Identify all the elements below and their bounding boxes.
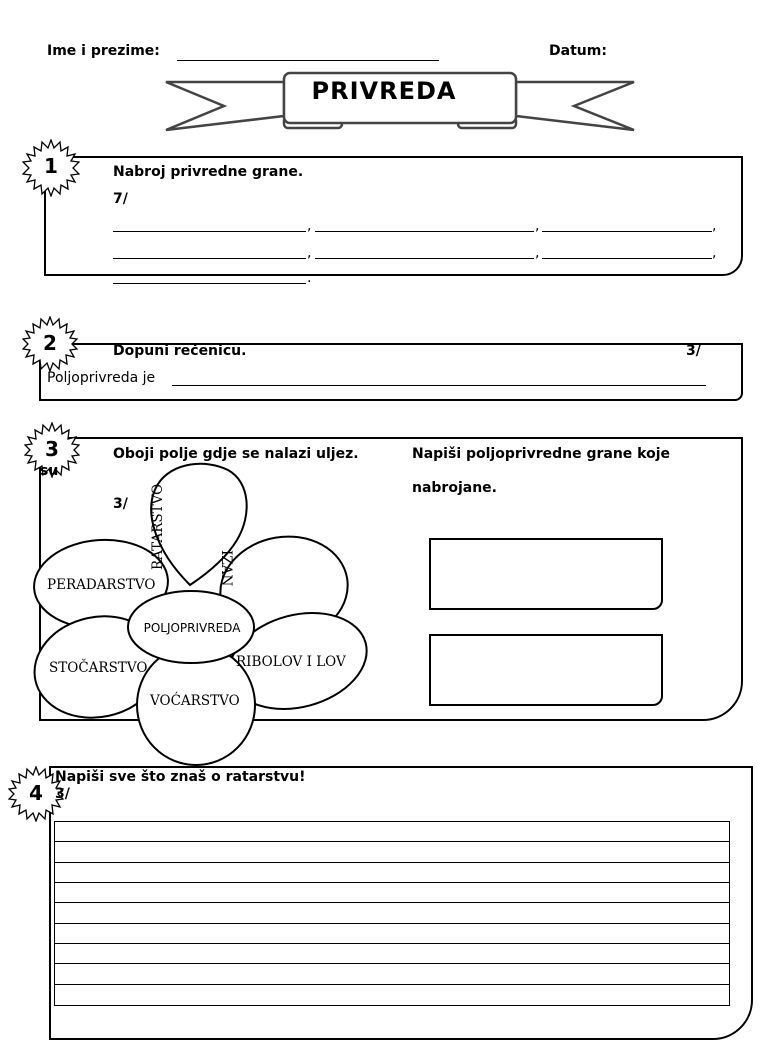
task4-number: 4 [29,781,43,805]
petal-label-izan: IZAN [218,550,234,587]
writing-line [54,943,730,944]
writing-line [54,902,730,903]
task4-instruction: Napiši sve što znaš o ratarstvu! [55,769,306,785]
task2-instruction: Dopuni rečenicu. [113,343,247,359]
answer-line[interactable] [542,245,712,259]
name-label: Ime i prezime: [47,43,160,59]
date-label: Datum: [549,43,607,59]
task3-right-instruction-2: nabrojane. [412,480,497,496]
writing-line [54,841,730,842]
separator-comma: , [535,218,540,234]
writing-line [54,862,730,863]
petal-label-ratarstvo: RATARSTVO [150,483,166,570]
separator-period: . [307,270,312,286]
task3-right-instruction-1: Napiši poljoprivredne grane koje [412,446,671,462]
name-field[interactable] [177,45,439,61]
page-title: PRIVREDA [311,77,457,105]
task1-instruction: Nabroj privredne grane. [113,164,304,180]
task2-points: 3/ [686,343,701,359]
writing-area[interactable] [54,821,730,1006]
answer-line[interactable] [113,218,306,232]
separator-comma: , [307,245,312,261]
separator-comma: , [712,245,717,261]
separator-comma: , [712,218,717,234]
task3-instruction: Oboji polje gdje se nalazi uljez. [113,446,359,462]
petal-label-peradarstvo: PERADARSTVO [47,577,156,593]
task2-sentence: Poljoprivreda je [47,370,156,386]
writing-line [54,923,730,924]
petal-label-stocarstvo: STOČARSTVO [49,660,148,676]
task4-points: 3/ [55,786,70,802]
answer-box[interactable] [429,634,663,706]
task3-points: 3/ [113,496,128,512]
task1-number: 1 [44,154,58,178]
answer-line[interactable] [113,270,306,284]
separator-comma: , [535,245,540,261]
answer-line[interactable] [315,218,534,232]
task3-overlap-text: su [40,463,59,479]
task2-answer-line[interactable] [172,372,706,386]
petal-label-ribolov-i-lov: RIBOLOV I LOV [236,654,346,670]
task2-number: 2 [43,331,57,355]
flower-center [128,591,254,663]
separator-comma: , [307,218,312,234]
answer-line[interactable] [542,218,712,232]
flower-center-label: POLJOPRIVREDA [143,621,241,635]
answer-line[interactable] [113,245,306,259]
answer-line[interactable] [315,245,534,259]
writing-line [54,963,730,964]
answer-box[interactable] [429,538,663,610]
task1-points: 7/ [113,191,128,207]
petal-label-vocarstvo: VOĆARSTVO [150,693,240,709]
task3-number: 3 [45,437,59,461]
writing-line [54,882,730,883]
writing-line [54,984,730,985]
